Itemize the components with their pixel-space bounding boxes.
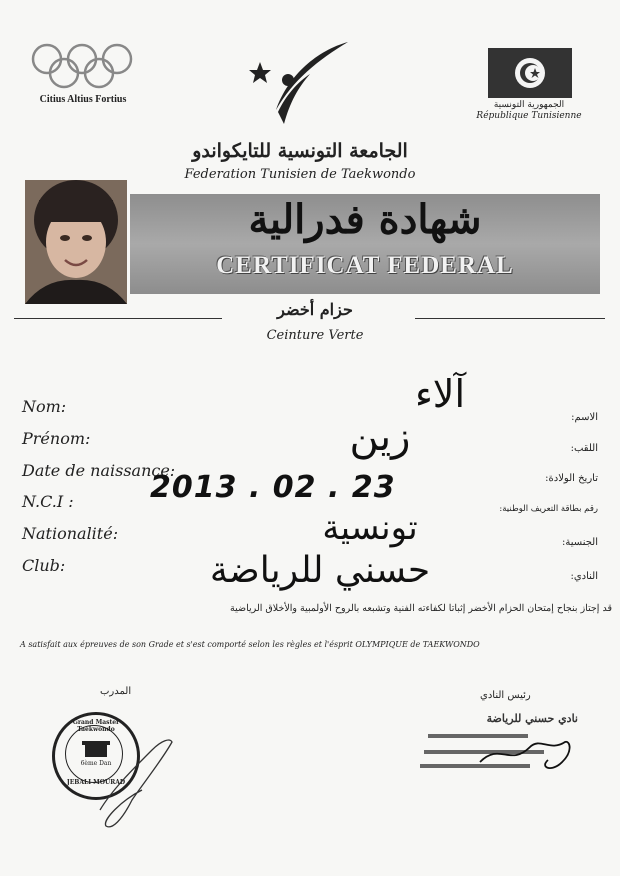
club-label: Club: — [22, 556, 66, 575]
prenom-label-ar: اللقب: — [570, 443, 598, 454]
federation-name-fr: Federation Tunisien de Taekwondo — [184, 167, 416, 182]
nationality-label-ar: الجنسية: — [562, 537, 598, 548]
belt-label-fr: Ceinture Verte — [266, 328, 364, 343]
republic-caption-ar: الجمهورية التونسية — [493, 100, 565, 110]
statement-ar: قد إجتاز بنجاح إمتحان الحزام الأخضر إثباتا لكفاءته الفنية وتشبعه بالروح الأولمبية والأخلاق الرياضية — [230, 603, 612, 614]
belt-label-ar: حزام أخضر — [277, 300, 353, 319]
certificate-title-fr: CERTIFICAT FEDERAL — [216, 252, 514, 279]
president-signature — [470, 712, 580, 782]
holder-photo — [25, 180, 127, 304]
republic-caption — [474, 100, 584, 122]
republic-caption-fr: République Tunisienne — [476, 111, 582, 121]
divider-right — [415, 318, 605, 319]
prenom-value: زين — [349, 414, 411, 460]
seal-top-text: Grand Master Taekwondo — [72, 719, 120, 733]
nci-label-ar: رقم بطاقة التعريف الوطنية: — [499, 504, 598, 514]
coach-signature — [92, 730, 182, 840]
statement-fr: A satisfait aux épreuves de son Grade et s'est comporté selon les règles et l'ésprit OLYMPIQUE de TAEKWONDO — [20, 640, 480, 649]
tunisia-flag — [488, 48, 572, 98]
divider-left — [14, 318, 222, 319]
nationality-value: تونسية — [322, 508, 418, 548]
president-label: رئيس النادي — [480, 690, 531, 701]
taekwondo-federation-logo — [248, 40, 352, 130]
seal-mid-text: 6ème Dan — [80, 760, 112, 767]
coach-label: المدرب — [100, 686, 132, 697]
nationality-label: Nationalité: — [22, 524, 119, 543]
olympic-motto: Citius Altius Fortius — [39, 94, 127, 105]
nom-label: Nom: — [22, 397, 67, 416]
dob-label: Date de naissance: — [22, 461, 176, 480]
olympic-rings-logo — [30, 42, 134, 90]
club-stamp-line: نادي حسني للرياضة — [486, 712, 578, 725]
nci-label: N.C.I : — [22, 492, 74, 511]
dob-label-ar: تاريخ الولادة: — [545, 473, 598, 484]
club-label-ar: النادي: — [570, 571, 598, 582]
nom-value: آلاء — [414, 372, 466, 416]
dob-value: 2013 . 02 . 23 — [150, 470, 396, 505]
club-value: حسني للرياضة — [209, 550, 431, 591]
prenom-label: Prénom: — [22, 429, 91, 448]
certificate-title-ar: شهادة فدرالية — [248, 196, 482, 243]
federation-name-ar: الجامعة التونسية للتايكواندو — [192, 140, 408, 162]
nom-label-ar: الاسم: — [571, 412, 598, 423]
seal-bottom-text: JEBALI MOURAD — [66, 779, 126, 786]
